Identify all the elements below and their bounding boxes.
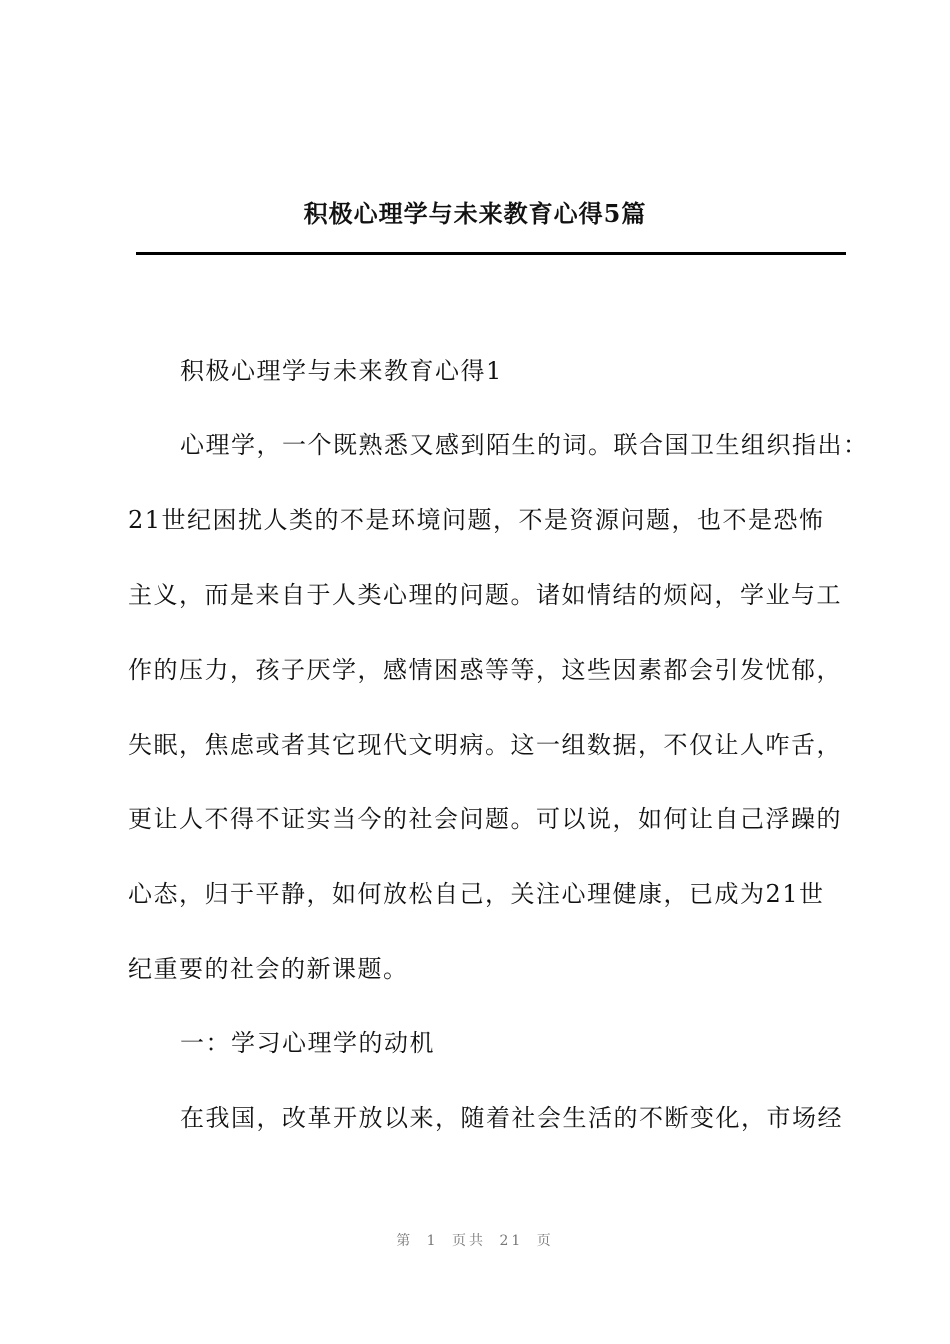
paragraph-line: 作的压力，孩子厌学，感情困惑等等，这些因素都会引发忧郁， bbox=[128, 656, 842, 684]
paragraph-line: 纪重要的社会的新课题。 bbox=[128, 955, 409, 983]
paragraph-line: 心理学，一个既熟悉又感到陌生的词。联合国卫生组织指出： bbox=[180, 431, 869, 459]
title-underline bbox=[136, 252, 846, 255]
section-heading: 积极心理学与未来教育心得1 bbox=[180, 357, 503, 385]
page-number-footer: 第 1 页共 21 页 bbox=[396, 1233, 554, 1249]
subsection-heading: 一：学习心理学的动机 bbox=[180, 1029, 435, 1057]
paragraph-line: 心态，归于平静，如何放松自己，关注心理健康，已成为21世 bbox=[128, 880, 825, 908]
document-title: 积极心理学与未来教育心得5篇 bbox=[303, 199, 647, 228]
paragraph-line: 主义，而是来自于人类心理的问题。诸如情结的烦闷，学业与工 bbox=[128, 581, 842, 609]
paragraph-line: 21世纪困扰人类的不是环境问题，不是资源问题，也不是恐怖 bbox=[128, 506, 825, 534]
paragraph-line: 在我国，改革开放以来，随着社会生活的不断变化，市场经 bbox=[180, 1104, 843, 1132]
paragraph-line: 失眠，焦虑或者其它现代文明病。这一组数据，不仅让人咋舌， bbox=[128, 731, 842, 759]
paragraph-line: 更让人不得不证实当今的社会问题。可以说，如何让自己浮躁的 bbox=[128, 805, 842, 833]
